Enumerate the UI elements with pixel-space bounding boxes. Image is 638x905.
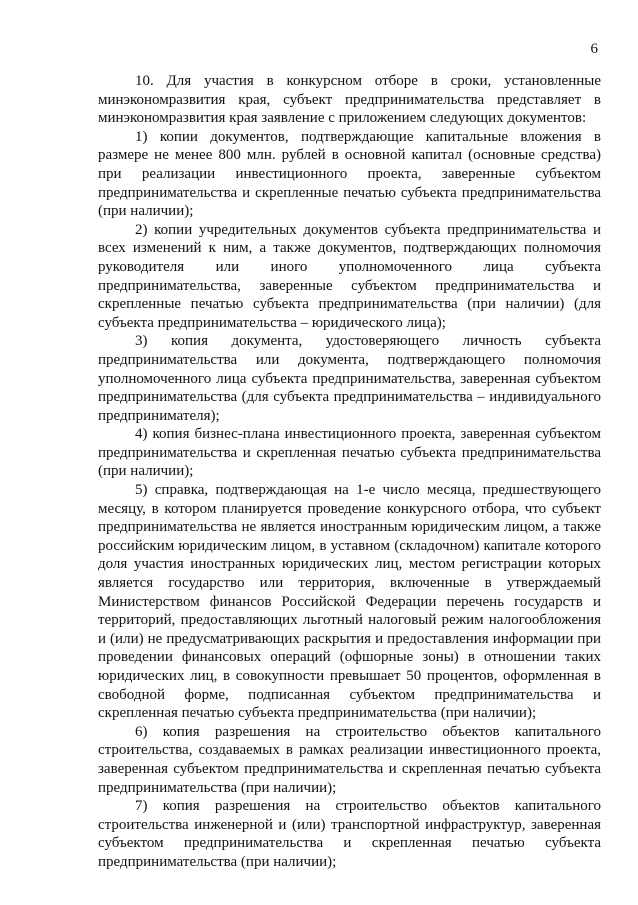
document-body: [98, 72, 601, 872]
paragraph-intro: 10. Для участия в конкурсном отборе в сроки, установленные минэкономразвития края, субъект предпринимательства представляет в минэкономразвития края заявление с приложением следующих документов:: [98, 73, 601, 127]
page-number: 6: [590, 41, 598, 57]
list-item-3: 3) копия документа, удостоверяющего личность субъекта предпринимательства или документа, подтверждающего полномочия уполномоченного лица субъекта предпринимательства, заверенная субъектом предпринимательства (для субъекта предпринимательства – индивидуального предпринимателя);: [98, 333, 601, 424]
list-item-2: 2) копии учредительных документов субъекта предпринимательства и всех изменений к ним, а также документов, подтверждающих полномочия руководителя или иного уполномоченного лица субъекта предпринимательства, заверенные субъектом предпринимательства и скрепленные печатью субъекта предпринимательства (при наличии) (для субъекта предпринимательства – юридического лица);: [98, 221, 601, 331]
list-item-7: 7) копия разрешения на строительство объектов капитального строительства инженерной и (или) транспортной инфраструктур, заверенная субъектом предпринимательства и скрепленная печатью субъекта предпринимательства (при наличии);: [98, 798, 601, 870]
list-item-6: 6) копия разрешения на строительство объектов капитального строительства, создаваемых в рамках реализации инвестиционного проекта, заверенная субъектом предпринимательства и скрепленная печатью субъекта предпринимательства (при наличии);: [98, 723, 601, 796]
list-item-5: 5) справка, подтверждающая на 1-е число месяца, предшествующего месяцу, в котором планируется проведение конкурсного отбора, что субъект предпринимательства не является иностранным юридическим лицом, а также российским юридическим лицом, в уставном (складочном) капитале которого доля участия иностранных юридических лиц, местом регистрации которых является государство или территория, включенные в утверждаемый Министерством финансов Российской Федерации перечень государств и территорий, предоставляющих льготный налоговый режим налогообложения и (или) не предусматривающих раскрытия и предоставления информации при проведении финансовых операций (офшорные зоны) в отношении таких юридических лиц, в совокупности превышает 50 процентов, оформленная в свободной форме, подписанная субъектом предпринимательства и скрепленная печатью субъекта предпринимательства (при наличии);: [98, 482, 601, 722]
list-item-4: 4) копия бизнес-плана инвестиционного проекта, заверенная субъектом предпринимательства и скрепленная печатью субъекта предпринимательства (при наличии);: [98, 426, 601, 480]
list-item-1: 1) копии документов, подтверждающие капитальные вложения в размере не менее 800 млн. рублей в основной капитал (основные средства) при реализации инвестиционного проекта, заверенные субъектом предпринимательства и скрепленные печатью субъекта предпринимательства (при наличии);: [98, 128, 601, 220]
